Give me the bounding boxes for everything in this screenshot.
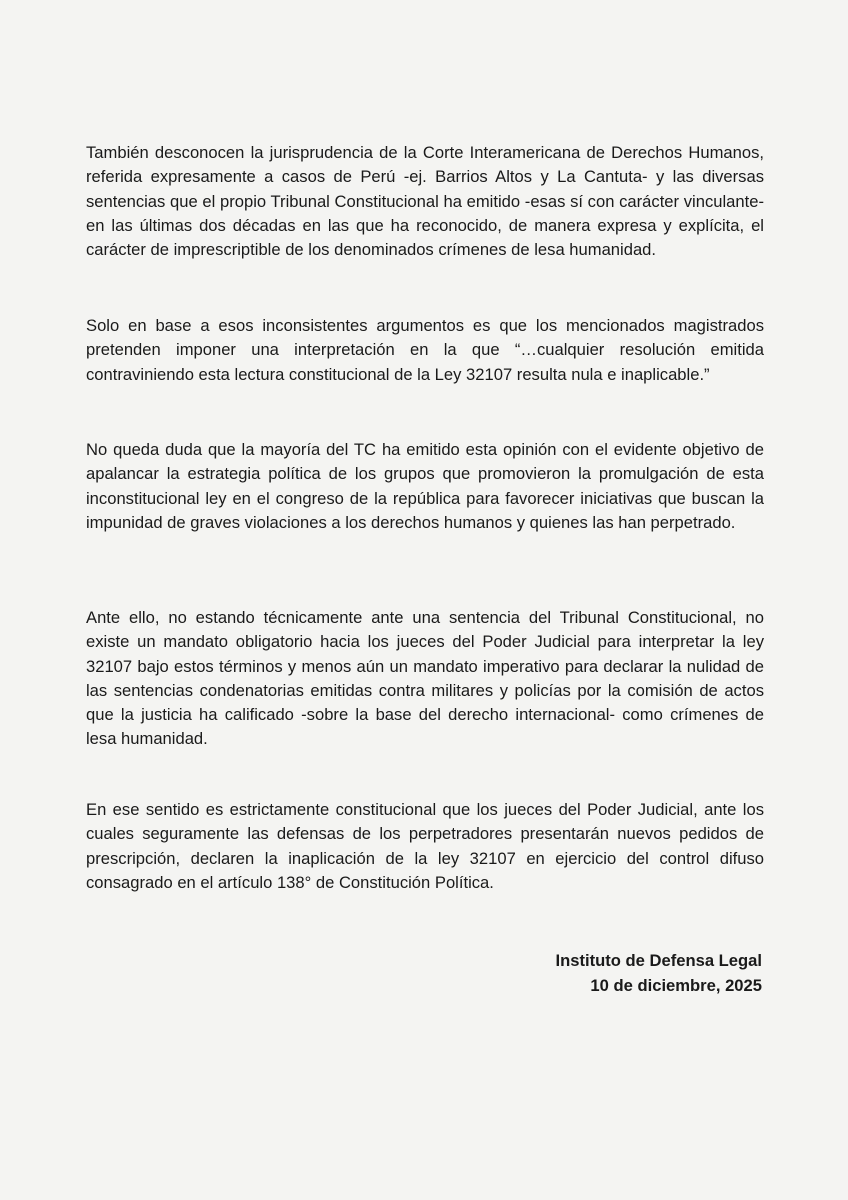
signature-block [555,948,762,998]
signature-date: 10 de diciembre, 2025 [590,976,762,995]
paragraph-3: No queda duda que la mayoría del TC ha emitido esta opinión con el evidente objetivo de apalancar la estrategia política de los grupos que promovieron la promulgación de esta inconstitucional ley en el congreso de la república para favorecer iniciativas que buscan la impunidad de graves violaciones a los derechos humanos y quienes las han perpetrado. [86,440,764,532]
paragraph-2: Solo en base a esos inconsistentes argumentos es que los mencionados magistrados pretenden imponer una interpretación en la que “…cualquier resolución emitida contraviniendo esta lectura constitucional de la Ley 32107 resulta nula e inaplicable.” [86,316,764,384]
paragraph-5: En ese sentido es estrictamente constitucional que los jueces del Poder Judicial, ante los cuales seguramente las defensas de los perpetradores presentarán nuevos pedidos de prescripción, declaren la inaplicación de la ley 32107 en ejercicio del control difuso consagrado en el artículo 138° de Constitución Política. [86,800,764,892]
paragraph-4: Ante ello, no estando técnicamente ante una sentencia del Tribunal Constitucional, no existe un mandato obligatorio hacia los jueces del Poder Judicial para interpretar la ley 32107 bajo estos términos y menos aún un mandato imperativo para declarar la nulidad de las sentencias condenatorias emitidas contra militares y policías por la comisión de actos que la justicia ha calificado -sobre la base del derecho internacional- como crímenes de lesa humanidad. [86,608,764,749]
paragraph-1: También desconocen la jurisprudencia de la Corte Interamericana de Derechos Humanos, referida expresamente a casos de Perú -ej. Barrios Altos y La Cantuta- y las diversas sentencias que el propio Tribunal Constitucional ha emitido -esas sí con carácter vinculante- en las últimas dos décadas en las que ha reconocido, de manera expresa y explícita, el carácter de imprescriptible de los denominados crímenes de lesa humanidad. [86,143,764,260]
signature-organization: Instituto de Defensa Legal [555,951,762,970]
